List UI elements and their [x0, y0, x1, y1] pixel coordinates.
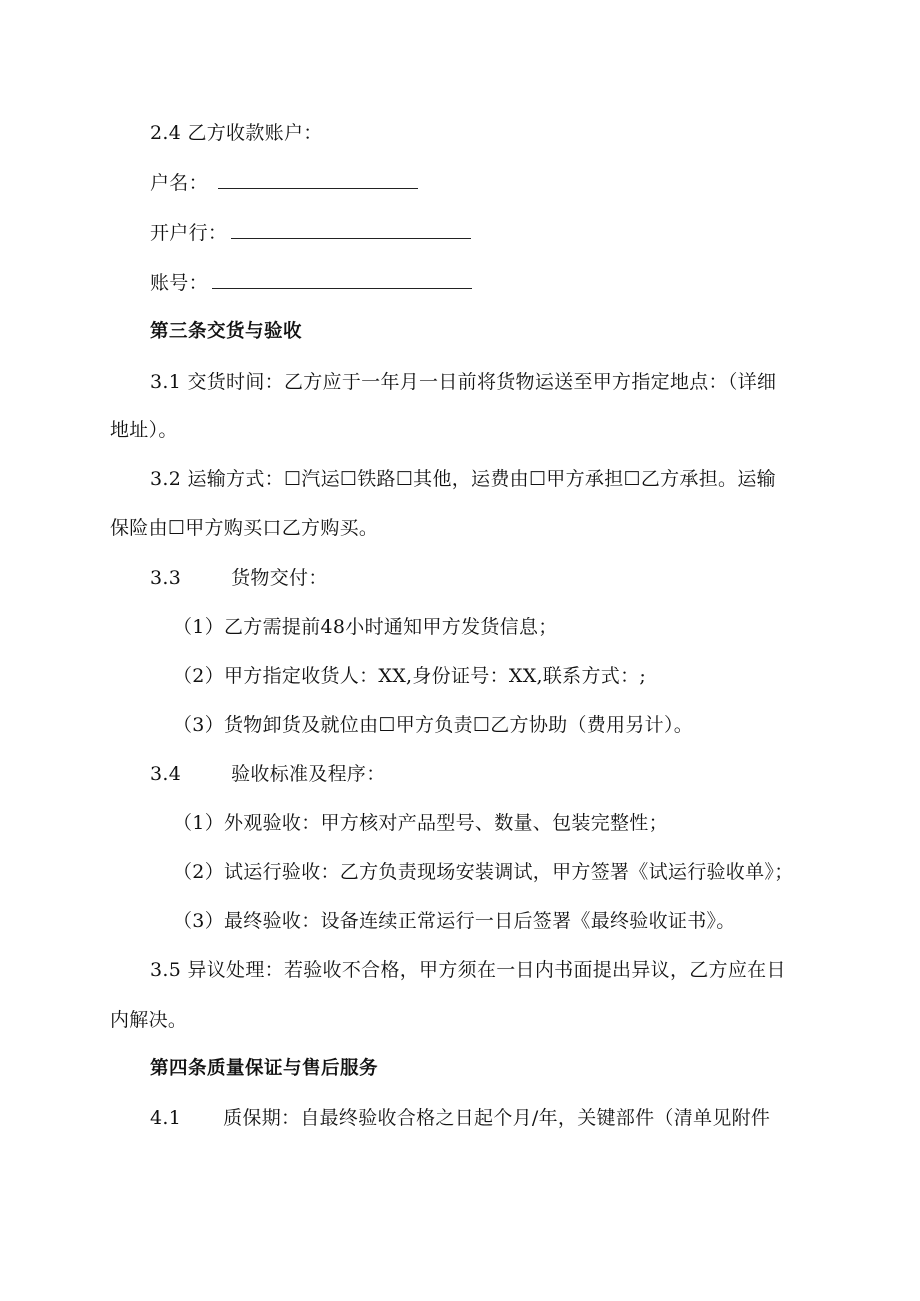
bank-label: 开户行：	[150, 222, 228, 244]
clause-3-4-item: （1）外观验收：甲方核对产品型号、数量、包装完整性；	[173, 812, 668, 834]
clause-3-2-line1: 3.2 运输方式：☐汽运☐铁路☐其他，运费由☐甲方承担☐乙方承担。运输	[150, 468, 776, 490]
clause-3-3-item: （2）甲方指定收货人：XX,身份证号：XX,联系方式：;	[173, 665, 647, 687]
clause-3-5-line1: 3.5 异议处理：若验收不合格，甲方须在一日内书面提出异议，乙方应在日	[150, 959, 786, 981]
clause-3-4-number: 3.4	[150, 763, 182, 785]
clause-3-4-item: （2）试运行验收：乙方负责现场安装调试，甲方签署《试运行验收单》；	[173, 861, 794, 883]
clause-3-5-line2: 内解决。	[110, 1009, 188, 1031]
clause-3-3	[150, 566, 328, 590]
clause-3-1-line1: 3.1 交货时间：乙方应于一年月一日前将货物运送至甲方指定地点：（详细	[150, 371, 777, 393]
account-number-row	[150, 270, 472, 295]
clause-4-1	[150, 1106, 770, 1130]
clause-3-3-title: 货物交付：	[231, 567, 328, 589]
clause-3-4	[150, 762, 386, 786]
account-section-label: 2.4 乙方收款账户：	[150, 122, 323, 144]
account-name-row	[150, 170, 418, 195]
clause-3-4-title: 验收标准及程序：	[231, 763, 386, 785]
clause-3-1-line2: 地址）。	[110, 419, 178, 441]
clause-4-1-text: 质保期：自最终验收合格之日起个月/年，关键部件（清单见附件	[223, 1107, 771, 1129]
clause-3-3-item: （1）乙方需提前48小时通知甲方发货信息；	[173, 616, 558, 638]
account-number-label: 账号：	[150, 272, 208, 294]
article4-heading: 第四条质量保证与售后服务	[150, 1058, 379, 1079]
account-number-blank[interactable]	[212, 270, 472, 289]
clause-3-3-number: 3.3	[150, 567, 182, 589]
article3-heading: 第三条交货与验收	[150, 321, 303, 342]
account-name-blank[interactable]	[218, 170, 418, 189]
bank-row	[150, 220, 471, 245]
account-name-label: 户名：	[150, 172, 208, 194]
bank-blank[interactable]	[231, 220, 471, 239]
clause-3-2-line2: 保险由☐甲方购买口乙方购买。	[110, 517, 379, 539]
clause-3-4-item: （3）最终验收：设备连续正常运行一日后签署《最终验收证书》。	[173, 910, 736, 932]
clause-4-1-number: 4.1	[150, 1107, 182, 1129]
clause-3-3-item: （3）货物卸货及就位由☐甲方负责☐乙方协助（费用另计）。	[173, 714, 694, 736]
